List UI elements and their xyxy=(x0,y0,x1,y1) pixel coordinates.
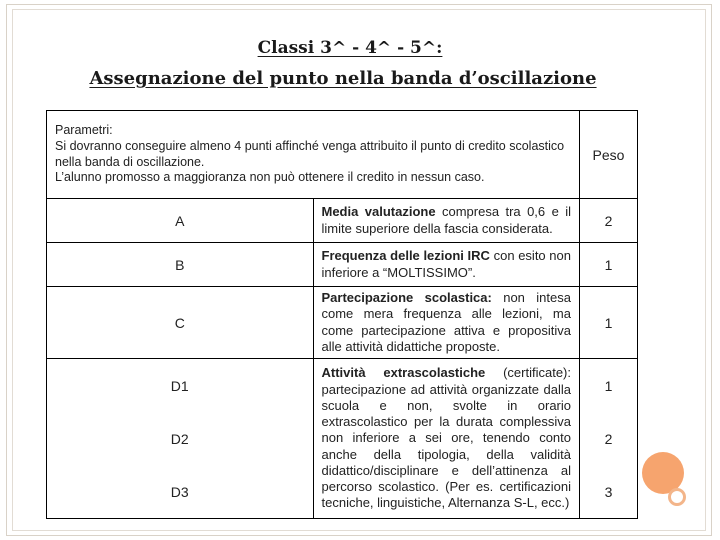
row-description xyxy=(313,199,580,243)
table-header-row xyxy=(47,111,638,199)
row-code-d1: D1 xyxy=(170,377,189,394)
title-assignment: Assegnazione del punto nella banda d’oscillazione xyxy=(89,68,597,89)
row-peso: 1 xyxy=(580,287,638,359)
decorative-ring xyxy=(668,488,686,506)
row-code-d3: D3 xyxy=(170,483,189,500)
peso-header: Peso xyxy=(580,111,638,199)
parametri-cell xyxy=(47,111,580,199)
parametri-text: Si dovranno conseguire almeno 4 punti affinché venga attribuito il punto di credito scolastico nella banda di oscillazione. xyxy=(55,138,565,169)
row-code: A xyxy=(47,199,314,243)
row-detail: con esito non inferiore a “MOLTISSIMO”. xyxy=(321,248,571,280)
row-peso-d2: 2 xyxy=(604,430,613,447)
row-peso-d1: 1 xyxy=(604,377,613,394)
row-code-d2: D2 xyxy=(170,430,189,447)
row-description xyxy=(313,243,580,287)
row-peso-d3: 3 xyxy=(604,483,613,500)
row-detail: compresa tra 0,6 e il limite superiore della fascia considerata. xyxy=(321,204,571,236)
row-peso: 1 xyxy=(580,243,638,287)
row-code: B xyxy=(47,243,314,287)
row-criterion: Media valutazione xyxy=(321,204,436,220)
parametri-label: Parametri: xyxy=(55,123,113,138)
row-criterion: Partecipazione scolastica: xyxy=(321,290,492,305)
parametri-note: L’alunno promosso a maggioranza non può ottenere il credito in nessun caso. xyxy=(55,170,485,185)
row-description xyxy=(313,287,580,359)
group-d-codes xyxy=(47,359,314,519)
group-d-criterion: Attività extrascolastiche xyxy=(321,365,486,381)
group-d-detail: (certificate): partecipazione ad attività organizzate dalla scuola e non, svolte in orario extrascolastico per la durata complessiva non inferiore a sei ore, tenendo conto anche della tipologia, della validità didattico/disciplinare e dell’attinenza al percorso scolastico. (Per es. certificazioni tecniche, linguistiche, Alternanza S-L, ecc.) xyxy=(321,365,571,511)
group-d-description xyxy=(313,359,580,519)
table-row-group-d xyxy=(47,359,638,519)
group-d-pesi xyxy=(580,359,638,519)
row-criterion: Frequenza delle lezioni IRC xyxy=(321,248,490,264)
table-row xyxy=(47,243,638,287)
row-peso: 2 xyxy=(580,199,638,243)
table-row xyxy=(47,287,638,359)
criteria-table xyxy=(46,110,638,519)
title-classes: Classi 3^ - 4^ - 5^: xyxy=(257,38,443,58)
row-detail: non intesa come mera frequenza alle lezioni, ma come partecipazione attiva e propositiva alle attività didattiche proposte. xyxy=(321,290,571,354)
row-code: C xyxy=(47,287,314,359)
table-row xyxy=(47,199,638,243)
